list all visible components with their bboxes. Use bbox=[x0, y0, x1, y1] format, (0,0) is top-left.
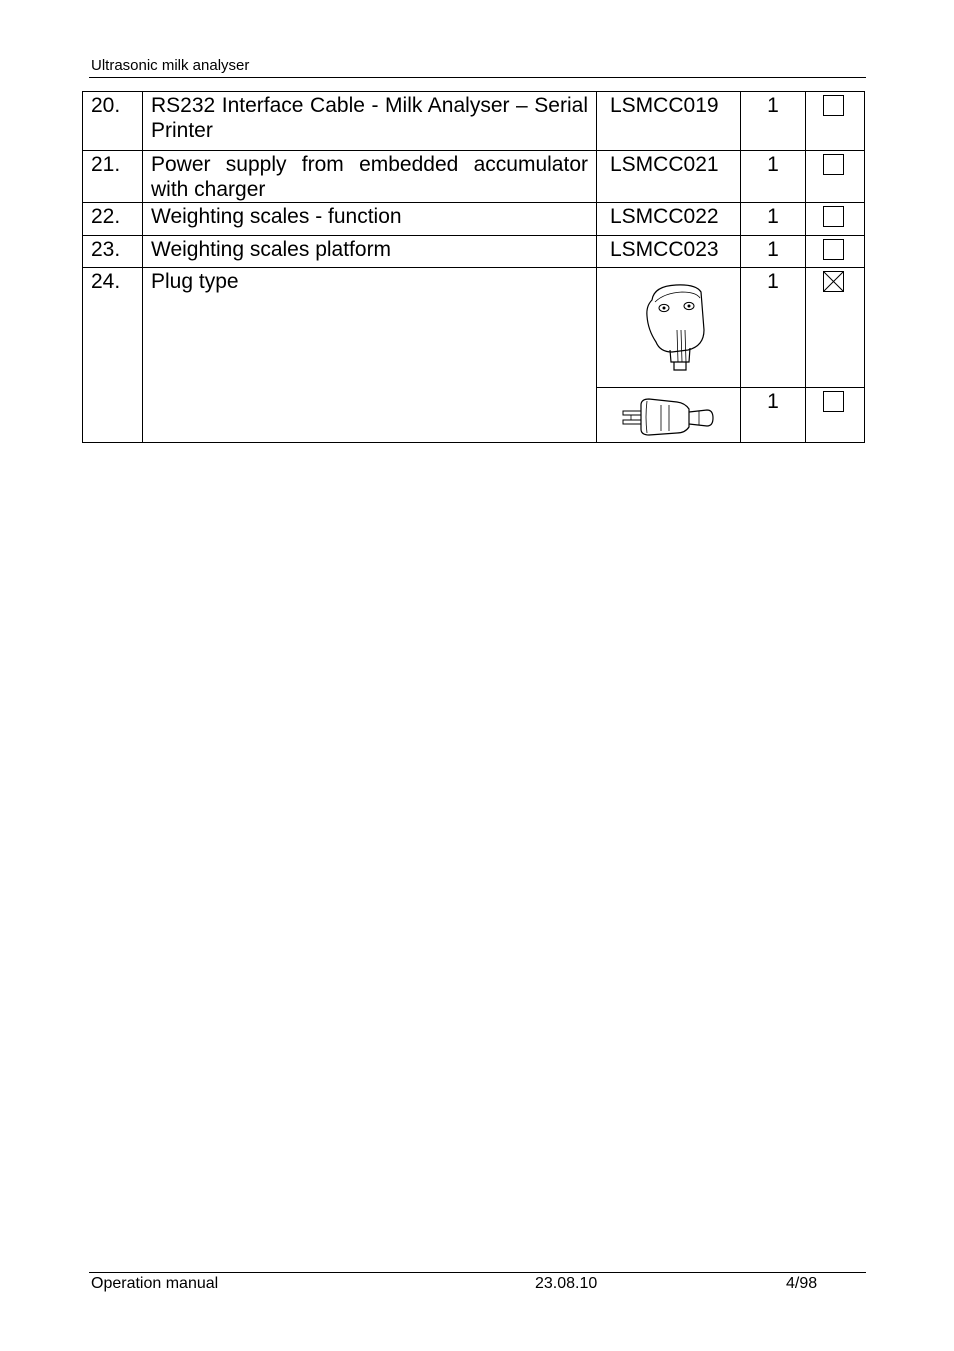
item-description: Plug type bbox=[143, 268, 597, 443]
item-number: 24. bbox=[83, 268, 143, 443]
item-number: 20. bbox=[83, 92, 143, 151]
item-checkbox-checked[interactable] bbox=[823, 271, 844, 292]
item-code: LSMCC023 bbox=[597, 236, 741, 268]
table-row bbox=[83, 236, 865, 268]
header-divider bbox=[89, 77, 866, 78]
footer-page-number: 4/98 bbox=[786, 1275, 818, 1292]
item-checkbox[interactable] bbox=[823, 95, 844, 116]
item-quantity: 1 bbox=[741, 268, 806, 388]
item-description: Power supply from embedded accumulator with charger bbox=[143, 151, 597, 203]
item-number: 22. bbox=[83, 203, 143, 236]
item-quantity: 1 bbox=[741, 236, 806, 268]
item-code: LSMCC021 bbox=[597, 151, 741, 203]
item-checkbox[interactable] bbox=[823, 391, 844, 412]
european-plug-icon bbox=[624, 278, 714, 378]
item-checkbox[interactable] bbox=[823, 206, 844, 227]
table-row bbox=[83, 92, 865, 151]
table-row bbox=[83, 151, 865, 203]
item-checkbox[interactable] bbox=[823, 239, 844, 260]
table-row bbox=[83, 268, 865, 388]
item-checkbox[interactable] bbox=[823, 154, 844, 175]
footer-date: 23.08.10 bbox=[535, 1275, 598, 1292]
item-number: 23. bbox=[83, 236, 143, 268]
item-code: LSMCC022 bbox=[597, 203, 741, 236]
table-row bbox=[83, 203, 865, 236]
footer-divider bbox=[89, 1272, 866, 1273]
item-quantity: 1 bbox=[741, 92, 806, 151]
parts-list-table bbox=[82, 91, 865, 443]
footer-document-name: Operation manual bbox=[91, 1275, 219, 1292]
us-plug-icon bbox=[619, 393, 719, 437]
item-quantity: 1 bbox=[741, 203, 806, 236]
page-header-title: Ultrasonic milk analyser bbox=[91, 57, 250, 74]
item-number: 21. bbox=[83, 151, 143, 203]
item-quantity: 1 bbox=[741, 388, 806, 443]
item-description: RS232 Interface Cable - Milk Analyser – Serial Printer bbox=[143, 92, 597, 151]
item-description: Weighting scales platform bbox=[143, 236, 597, 268]
item-code: LSMCC019 bbox=[597, 92, 741, 151]
item-description: Weighting scales - function bbox=[143, 203, 597, 236]
item-quantity: 1 bbox=[741, 151, 806, 203]
